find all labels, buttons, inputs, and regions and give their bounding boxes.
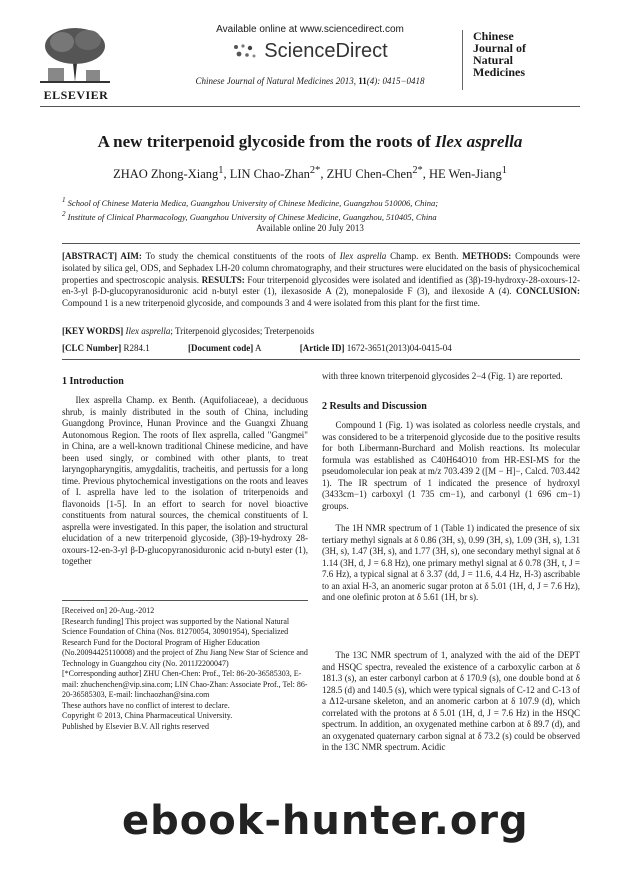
classification-line: [CLC Number] R284.1 [Document code] A [Article ID] 1672-3651(2013)04-0415-04	[62, 343, 452, 353]
footnote-rule	[62, 600, 308, 601]
results-paragraph-3: The 13C NMR spectrum of 1, analyzed with the aid of the DEPT and HSQC spectra, revealed the existence of a carboxylic carbon at δ 181.3 (s), an ester carbonyl carbon at δ 170.9 (s), one double bond at δ 128.5 (d) and 140.5 (s), which were typical signals of C-12 and C-13 of a Δ12-ursane skeleton, and an anomeric carbon at δ 107.9 (d), which correlated with the protons at δ 5.01 (1H, d, J = 7.6 Hz) in the HSQC spectrum. In addition, an oxygenated methine carbon at δ 89.7 (d), and an oxygenated quaternary carbon signal at δ 73.2 (s) could be observed in the 13C NMR spectrum. Acidic	[322, 650, 580, 752]
affiliations: $^1$ School of Chinese Materia Medica, Guangzhou University of Chinese Medicine, Guangzhou 510006, China; $^2$ Institute of Clinical Pharmacology, Guangzhou University of Chinese Medicine, Guangzhou, 510405, China	[62, 196, 439, 222]
author-list: ZHAO Zhong-Xiang$^1$, LIN Chao-Zhan$^{2*}$, ZHU Chen-Chen$^{2*}$, HE Wen-Jiang$^1$	[113, 165, 507, 182]
available-online-line[interactable]: Available online at www.sciencedirect.com	[216, 24, 404, 35]
section-heading-results: 2 Results and Discussion	[322, 401, 427, 412]
results-paragraph-1: Compound 1 (Fig. 1) was isolated as colorless needle crystals, and was considered to be a triterpenoid glycoside due to the positive results for both Libermann-Burchard and Molish reactions. Its molecular formula was established as C40H64O10 from HR-ESI-MS for the pseudomolecular ion peak at m/z 703.439 2 ([M − H]−, Calcd. 703.442 1). The IR spectrum of 1 indicated the presence of hydroxyl (3433cm−1) carboxyl (1 735 cm−1), and carbonyl (1 696 cm−1) groups.	[322, 420, 580, 511]
publisher-name: ELSEVIER	[43, 88, 109, 102]
available-date: Available online 20 July 2013	[256, 223, 364, 233]
article-title: A new triterpenoid glycoside from the roots of Ilex asprella	[97, 132, 523, 151]
abstract-bottom-rule	[62, 359, 580, 360]
footnotes: [Received on] 20-Aug.-2012 [Research funding] This project was supported by the National Natural Science Foundation of China (Nos. 81270054, 30901954), Specialized Research Fund for the Doctoral Program of Higher Education (No.20094425110008) and the project of Zhu Jiang New Star of Science and Technology in Guangzhou city (No. 2011J2200047) [*Corresponding author] ZHU Chen-Chen: Prof., Tel: 86-20-36585303, E-mail: zhuchenchen@vip.sina.com; LIN Chao-Zhan: Associate Prof., Tel: 86-20-36585303, E-mail: linchaozhan@sina.com These authors have no conflict of interest to declare. Copyright © 2013, China Pharmaceutical University. Published by Elsevier B.V. All rights reserved	[62, 606, 308, 731]
introduction-continued: with three known triterpenoid glycosides 2−4 (Fig. 1) are reported.	[322, 371, 563, 381]
journal-title-block: Chinese Journal of Natural Medicines	[462, 30, 591, 90]
introduction-paragraph: Ilex asprella Champ. ex Benth. (Aquifoliaceae), a deciduous shrub, is mainly distributed in the south of China, including Guangdong Province, Hunan Province and the Guangxi Zhuang Autonomous Region. The roots of Ilex asprella, called "Gangmei" in China, are a well-known traditional Chinese medicine, and have been used singly, or combined with other plants, to treat laryngopharyngitis, amygdalitis, tracheitis, and pertussis for a long time. Previous phytochemical investigations on the roots and leaves of I. asprella have led to the isolation of triterpenoids and flavonoids [1-5]. In an effort to search for novel bioactive constituents from natural sources, the chemical constituents of I. asprella were investigated. In this paper, the isolation and structural elucidation of a new triterpenoid glycoside, (3β)-19-hydroxy 28-oxours-12-en-3-yl β-D-glucopyranosiduronic acid n-butyl ester (1), together	[62, 395, 308, 566]
header-divider	[40, 106, 580, 107]
abstract-top-rule	[62, 243, 580, 244]
sciencedirect-dots-icon	[232, 43, 258, 61]
watermark-text: ebook-hunter.org	[122, 798, 529, 844]
sciencedirect-wordmark: ScienceDirect	[264, 40, 388, 62]
journal-citation: Chinese Journal of Natural Medicines 2013, 11(4): 0415−0418	[195, 76, 425, 86]
section-heading-introduction: 1 Introduction	[62, 376, 124, 387]
abstract: [ABSTRACT] AIM: To study the chemical constituents of the roots of Ilex asprella Champ. ex Benth. METHODS: Compounds were isolated by silica gel, ODS, and Sephadex LH-20 column chromatography, and their structures were elucidated on the basis of physicochemical properties and spectroscopic analysis. RESULTS: Four triterpenoid glycosides were isolated and identified as (3β)-19-hydroxy-28-oxours-12-en-3-yl β-D-glucopyranosiduronic acid n-butyl ester (1), ilexasoside A (2), monepaloside F (3), and ilexoside A (4). CONCLUSION: Compound 1 is a new triterpenoid glycoside, and compounds 3 and 4 were isolated from this plant for the first time.	[62, 251, 581, 309]
results-paragraph-2: The 1H NMR spectrum of 1 (Table 1) indicated the presence of six tertiary methyl signals at δ 0.86 (3H, s), 0.99 (3H, s), 1.09 (3H, s), 1.31 (3H, s), 1.47 (3H, s), and 1.77 (3H, s), one secondary methyl signal at δ 1.14 (3H, d, J = 6.8 Hz), one primary methyl signal at δ 0.78 (3H, t, J = 7.6 Hz), a typical signal at δ 3.37 (dd, J = 11.6, 4.4 Hz, H-3) ascribable to an axial H-3, an anomeric sugar proton at δ 5.01 (1H, d, J = 7.6 Hz), and one olefinic proton at δ 5.61 (1H, br s).	[322, 523, 580, 602]
keywords: [KEY WORDS] Ilex asprella; Triterpenoid glycosides; Treterpenoids	[62, 326, 315, 336]
